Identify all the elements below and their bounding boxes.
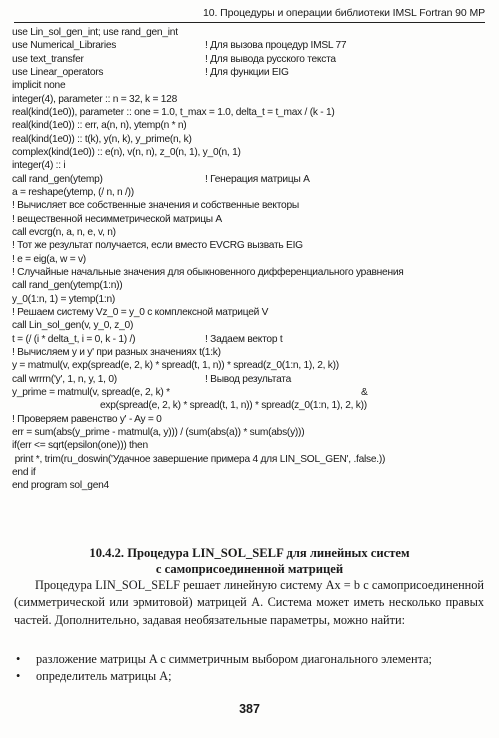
code-text: end if [12,466,36,478]
page-number: 387 [239,702,260,716]
code-text: ! Тот же результат получается, если вместо EVCRG вызвать EIG [12,240,303,252]
code-line [12,133,482,146]
code-line [12,439,482,452]
code-comment: ! Задаем вектор t [205,333,283,345]
code-text: call wrrrn('y', 1, n, y, 1, 0) [12,373,117,385]
code-text: ! Проверяем равенство y' - Ay = 0 [12,413,162,425]
code-text: integer(4), parameter :: n = 32, k = 128 [12,93,177,105]
code-comment: ! Вывод результата [205,373,291,385]
code-line [12,213,482,226]
code-line [12,479,482,492]
code-line [12,293,482,306]
code-text: err = sum(abs(y_prime - matmul(a, y))) / (sum(abs(a)) * sum(abs(y))) [12,426,305,438]
bullet-icon: • [16,652,21,666]
line-continuation-mark: & [361,386,368,398]
code-text: a = reshape(ytemp, (/ n, n /)) [12,186,134,198]
code-text: y_0(1:n, 1) = ytemp(1:n) [12,293,115,305]
code-comment: ! Генерация матрицы A [205,173,310,185]
code-line [12,466,482,479]
code-text: call rand_gen(ytemp) [12,173,103,185]
code-line [12,53,482,66]
code-text: use Lin_sol_gen_int; use rand_gen_int [12,27,178,38]
code-text: if(err <= sqrt(epsilon(one))) then [12,440,148,452]
code-text: t = (/ (i * delta_t, i = 0, k - 1) /) [12,333,136,345]
code-line [12,26,482,39]
code-line [12,106,482,119]
code-text: call evcrg(n, a, n, e, v, n) [12,226,116,238]
code-text: ! e = eig(a, w = v) [12,253,86,265]
code-line [12,279,482,292]
code-line [12,359,482,372]
code-text: use text_transfer [12,53,84,65]
code-text: y = matmul(v, exp(spread(e, 2, k) * spread(t, 1, n)) * spread(z_0(1:n, 1), 2, k)) [12,360,339,372]
code-text: use Linear_operators [12,66,104,78]
code-line [12,346,482,359]
code-line [12,173,482,186]
section-title-line-1: 10.4.2. Процедура LIN_SOL_SELF для линейных систем [89,546,410,560]
section-title-line-2: с самоприсоединенной матрицей [155,562,344,576]
running-header: 10. Процедуры и операции библиотеки IMSL Fortran 90 MP [203,7,485,19]
code-text: integer(4) :: i [12,160,66,172]
code-line [12,39,482,52]
code-text: ! Вычисляем y и y' при разных значениях t(1:k) [12,346,221,358]
code-text: use Numerical_Libraries [12,40,117,52]
list-item [14,668,484,685]
code-text: implicit none [12,80,66,92]
code-line [12,93,482,106]
code-text: real(kind(1e0)) :: t(k), y(n, k), y_prime(n, k) [12,133,192,145]
code-text: ! Вычисляет все собственные значения и собственные векторы [12,200,299,212]
code-line [12,186,482,199]
code-line [12,146,482,159]
code-line [12,159,482,172]
header-rule [14,22,485,23]
code-line [12,319,482,332]
code-listing [12,26,482,492]
code-line [12,399,482,412]
code-comment: ! Для вывода русского текста [205,53,336,65]
code-line [12,119,482,132]
code-text: exp(spread(e, 2, k) * spread(t, 1, n)) * spread(z_0(1:n, 1), 2, k)) [100,400,367,412]
bullet-list [14,651,484,686]
code-line [12,306,482,319]
code-line [12,426,482,439]
bullet-icon: • [16,669,21,684]
code-comment: ! Для функции EIG [205,66,289,78]
code-line [12,266,482,279]
code-line [12,386,482,399]
code-text: ! Случайные начальные значения для обыкновенного дифференциального уравнения [12,266,404,278]
code-comment: ! Для вызова процедур IMSL 77 [205,40,347,52]
list-item-text: определитель матрицы A; [36,669,172,684]
code-text: print *, trim(ru_doswin('Удачное завершение примера 4 для LIN_SOL_GEN', .false.)) [12,453,386,465]
paragraph-text: Процедура LIN_SOL_SELF решает линейную систему Ax = b с самоприсоединенной (симметрической или эрмитовой) матрицей A. Система может иметь несколько правых частей. Дополнительно, задавая необязательные параметры, можно найти: [14,578,484,627]
code-line [12,453,482,466]
code-text: real(kind(1e0)) :: err, a(n, n), ytemp(n * n) [12,120,187,132]
code-line [12,413,482,426]
code-text: real(kind(1e0)), parameter :: one = 1.0, t_max = 1.0, delta_t = t_max / (k - 1) [12,106,335,118]
code-text: y_prime = matmul(v, spread(e, 2, k) * [12,386,170,398]
code-text: ! вещественной несимметрической матрицы A [12,213,222,225]
code-text: end program sol_gen4 [12,480,109,492]
list-item-text: разложение матрицы A с симметричным выбором диагонального элемента; [36,652,432,666]
body-paragraph [14,577,484,629]
code-line [12,66,482,79]
code-line [12,333,482,346]
section-title [0,545,499,577]
code-line [12,226,482,239]
list-item [14,651,484,668]
code-line [12,373,482,386]
code-text: call Lin_sol_gen(v, y_0, z_0) [12,320,134,332]
code-line [12,79,482,92]
code-line [12,199,482,212]
code-line [12,253,482,266]
code-text: ! Решаем систему Vz_0 = y_0 с комплексной матрицей V [12,306,269,318]
code-text: complex(kind(1e0)) :: e(n), v(n, n), z_0(n, 1), y_0(n, 1) [12,146,241,158]
code-line [12,239,482,252]
code-text: call rand_gen(ytemp(1:n)) [12,280,123,292]
